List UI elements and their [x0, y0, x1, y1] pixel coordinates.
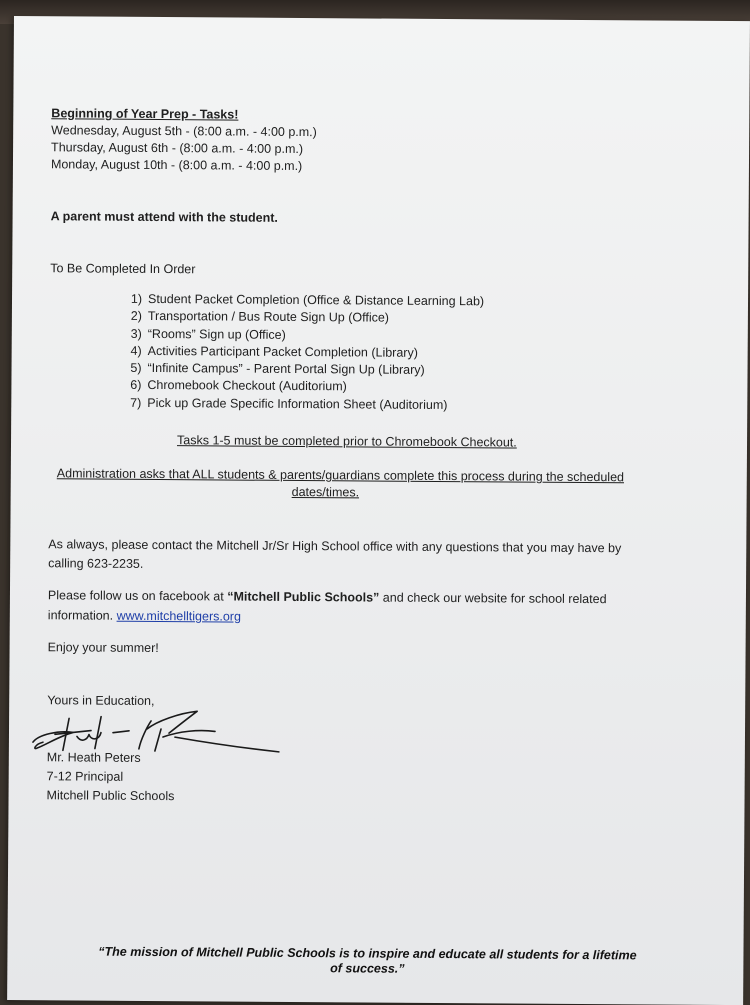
follow-line2-prefix: information.: [47, 608, 117, 623]
date-line: Monday, August 10th - (8:00 a.m. - 4:00 p.m.): [50, 157, 303, 174]
task-text: “Infinite Campus” - Parent Portal Sign Up (Library): [147, 361, 425, 378]
admin-note-line2: dates/times.: [291, 484, 360, 500]
signoff: Yours in Education,: [47, 693, 155, 708]
task-list: [117, 291, 484, 415]
follow-suffix: and check our website for school related: [379, 590, 607, 607]
closing-wish: Enjoy your summer!: [47, 640, 159, 656]
task-number: 6): [130, 378, 142, 393]
contact-line1: As always, please contact the Mitchell Jr/Sr High School office with any questions that you may have by: [48, 537, 622, 556]
task-text: “Rooms” Sign up (Office): [147, 326, 286, 342]
mission-statement: [37, 944, 697, 979]
date-line: Thursday, August 6th - (8:00 a.m. - 4:00 p.m.): [51, 140, 304, 157]
contact-line2: calling 623-2235.: [48, 556, 144, 571]
date-line: Wednesday, August 5th - (8:00 a.m. - 4:00 p.m.): [51, 123, 317, 140]
mission-line1: “The mission of Mitchell Public Schools is to inspire and educate all students for a lifetime: [98, 944, 637, 963]
task-text: Transportation / Bus Route Sign Up (Office): [147, 309, 390, 325]
task-number: 1): [130, 291, 143, 306]
follow-prefix: Please follow us on facebook at: [47, 588, 228, 604]
facebook-name: “Mitchell Public Schools”: [227, 589, 380, 605]
tasks-note: Tasks 1-5 must be completed prior to Chromebook Checkout.: [176, 433, 517, 450]
task-text: Activities Participant Packet Completion (Library): [147, 343, 418, 360]
task-number: 3): [130, 326, 142, 341]
heading: Beginning of Year Prep - Tasks!: [51, 106, 239, 122]
mission-line2: of success.”: [330, 961, 405, 976]
task-number: 5): [130, 361, 142, 376]
task-text: Student Packet Completion (Office & Distance Learning Lab): [147, 291, 485, 309]
task-number: 7): [130, 395, 142, 410]
task-text: Pick up Grade Specific Information Sheet (Auditorium): [147, 395, 448, 412]
follow-line1: [48, 587, 607, 607]
order-intro: To Be Completed In Order: [50, 261, 196, 277]
list-item: [118, 308, 484, 328]
letter-page: [7, 16, 750, 1005]
signer-org: Mitchell Public Schools: [46, 788, 175, 804]
website-link[interactable]: www.mitchelltigers.org: [116, 608, 241, 624]
list-item: [117, 377, 483, 397]
admin-note-line1: Administration asks that ALL students & parents/guardians complete this process during the scheduled: [56, 466, 625, 485]
task-text: Chromebook Checkout (Auditorium): [147, 378, 347, 394]
parent-notice: A parent must attend with the student.: [50, 209, 278, 225]
signer-name: Mr. Heath Peters: [46, 750, 141, 765]
list-item: [117, 395, 483, 415]
signer-title: 7-12 Principal: [46, 769, 124, 784]
letter-content: [7, 16, 750, 1005]
task-number: 4): [130, 343, 142, 358]
follow-line2: [48, 607, 241, 624]
task-number: 2): [130, 309, 142, 324]
